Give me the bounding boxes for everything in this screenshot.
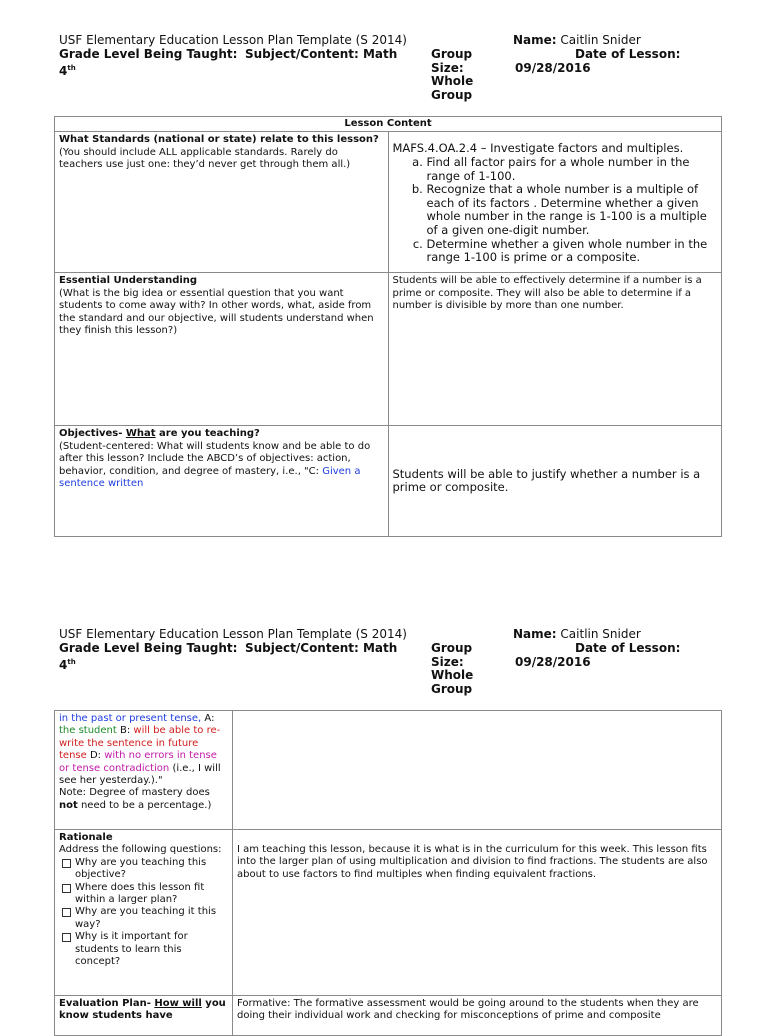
objectives-continued-row (55, 711, 722, 830)
objectives-continued-answer (233, 711, 722, 830)
list-item: c. Determine whether a given whole number in the range 1-100 is prime or a composite. (427, 238, 718, 265)
checkbox-icon (62, 859, 71, 868)
list-item: Where does this lesson fit within a larger plan? (59, 882, 228, 907)
standards-answer: MAFS.4.OA.2.4 – Investigate factors and multiples. a. Find all factor pairs for a whole number in the range of 1-100. b. Recognize that a whole number is a multiple of each of its factors . Determine whether a given whole number in the range is 1-100 is a multiple of a given one-digit number. c. Determine whether a given whole number in the range 1-100 is prime or a composite. (388, 132, 722, 273)
subject-content: Subject/Content: Math (245, 47, 398, 61)
group-size: Group Size: Whole Group (431, 641, 474, 696)
name-field: Name: Caitlin Snider (513, 627, 641, 641)
subject-content: Subject/Content: Math (245, 641, 398, 655)
list-item: a. Find all factor pairs for a whole number in the range of 1-100. (427, 156, 718, 183)
table-title: Lesson Content (55, 117, 722, 132)
objectives-continued: in the past or present tense, A: the student B: will be able to re-write the sentence in future tense D: with no errors in tense or tense contradiction (i.e., I will see her yesterday.)." Note: Degree of mastery does not need to be a percentage.) (55, 711, 233, 830)
standards-question: What Standards (national or state) relate to this lesson? (You should include ALL applicable standards. Rarely do teachers use just one: they’d never get through them all.) (55, 132, 389, 273)
checkbox-icon (62, 908, 71, 917)
list-item: Why are you teaching it this way? (59, 906, 228, 931)
standards-row (55, 132, 722, 273)
date-label: Date of Lesson: (575, 641, 681, 655)
date-value: 09/28/2016 (515, 61, 591, 75)
lesson-content-table (54, 116, 722, 537)
evaluation-row (55, 996, 722, 1036)
checkbox-icon (62, 884, 71, 893)
group-size: Group Size: Whole Group (431, 47, 474, 102)
lesson-content-table-continued (54, 710, 722, 1036)
page-2 (0, 598, 768, 1024)
rationale-answer: I am teaching this lesson, because it is what is in the curriculum for this week. This lesson fits into the larger plan of using multiplication and division to find fractions. The students are also about to use factors to find multiples when finding equivalent fractions. (233, 830, 722, 996)
understanding-row (55, 273, 722, 426)
list-item: Why are you teaching this objective? (59, 857, 228, 882)
date-value: 09/28/2016 (515, 655, 591, 669)
objectives-question: Objectives- What are you teaching? (Student-centered: What will students know and be able to do after this lesson? Include the ABCD’s of objectives: action, behavior, condition, and degree of mastery, i.e., "C: Given a sentence written (55, 426, 389, 537)
rationale-checklist (59, 857, 228, 969)
rationale-row (55, 830, 722, 996)
grade-level: Grade Level Being Taught: 4th (59, 641, 238, 672)
standards-list (393, 156, 718, 265)
objectives-row (55, 426, 722, 537)
page-header (59, 628, 719, 703)
evaluation-answer: Formative: The formative assessment would be going around to the students when they are doing their individual work and checking for misconceptions of prime and composite (233, 996, 722, 1036)
evaluation-question: Evaluation Plan- How will you know students have (55, 996, 233, 1036)
template-title: USF Elementary Education Lesson Plan Template (S 2014) (59, 627, 407, 641)
objectives-answer: Students will be able to justify whether a number is a prime or composite. (388, 426, 722, 537)
page-header (59, 34, 719, 109)
date-label: Date of Lesson: (575, 47, 681, 61)
understanding-question: Essential Understanding (What is the big idea or essential question that you want students to come away with? In other words, what, aside from the standard and our objective, will students understand when they finish this lesson?) (55, 273, 389, 426)
list-item: Why is it important for students to learn this concept? (59, 931, 228, 968)
rationale-question: Rationale Address the following questions: Why are you teaching this objective? Where does this lesson fit within a larger plan? Why are you teaching it this way? Why is it important for students to learn this concept? (55, 830, 233, 996)
grade-level: Grade Level Being Taught: 4th (59, 47, 238, 78)
understanding-answer: Students will be able to effectively determine if a number is a prime or composite. They will also be able to determine if a number is divisible by more than one number. (388, 273, 722, 426)
name-field: Name: Caitlin Snider (513, 33, 641, 47)
checkbox-icon (62, 933, 71, 942)
list-item: b. Recognize that a whole number is a multiple of each of its factors . Determine whether a given whole number in the range is 1-100 is a multiple of a given one-digit number. (427, 183, 718, 237)
template-title: USF Elementary Education Lesson Plan Template (S 2014) (59, 33, 407, 47)
